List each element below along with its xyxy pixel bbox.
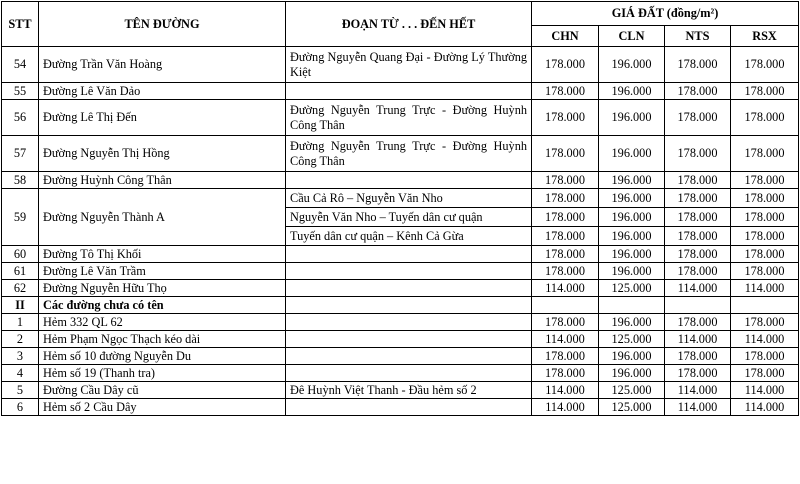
table-row xyxy=(2,348,799,365)
table-row xyxy=(2,314,799,331)
row-segment xyxy=(286,280,532,297)
row-stt: 1 xyxy=(2,314,39,331)
header-nts: NTS xyxy=(665,26,731,47)
row-chn: 114.000 xyxy=(532,382,599,399)
row-nts: 178.000 xyxy=(665,172,731,189)
row-nts: 114.000 xyxy=(665,399,731,416)
row-stt: 61 xyxy=(2,263,39,280)
row-street-name: Hẻm số 2 Cầu Dây xyxy=(39,399,286,416)
row-nts: 178.000 xyxy=(665,47,731,83)
row-segment xyxy=(286,365,532,382)
row-rsx: 178.000 xyxy=(731,83,799,100)
table-header xyxy=(2,2,799,47)
row-cln xyxy=(599,297,665,314)
row-stt: 60 xyxy=(2,246,39,263)
row-stt: 54 xyxy=(2,47,39,83)
row-street-name: Đường Nguyễn Hữu Thọ xyxy=(39,280,286,297)
row-cln: 125.000 xyxy=(599,382,665,399)
table-body xyxy=(2,47,799,416)
table-row xyxy=(2,136,799,172)
row-street-name: Đường Lê Văn Dảo xyxy=(39,83,286,100)
row-chn: 178.000 xyxy=(532,365,599,382)
row-nts: 178.000 xyxy=(665,208,731,227)
row-rsx: 114.000 xyxy=(731,331,799,348)
row-segment: Đường Nguyễn Quang Đại - Đường Lý Thường Kiệt xyxy=(286,47,532,83)
row-rsx: 114.000 xyxy=(731,399,799,416)
row-chn: 114.000 xyxy=(532,331,599,348)
row-cln: 196.000 xyxy=(599,246,665,263)
row-stt: 6 xyxy=(2,399,39,416)
row-cln: 196.000 xyxy=(599,365,665,382)
row-stt: 4 xyxy=(2,365,39,382)
row-rsx: 178.000 xyxy=(731,365,799,382)
row-segment xyxy=(286,348,532,365)
row-cln: 125.000 xyxy=(599,280,665,297)
row-chn: 178.000 xyxy=(532,172,599,189)
table-row xyxy=(2,399,799,416)
row-segment: Đê Huỳnh Việt Thanh - Đầu hẻm số 2 xyxy=(286,382,532,399)
row-cln: 196.000 xyxy=(599,136,665,172)
row-rsx: 114.000 xyxy=(731,280,799,297)
table-row xyxy=(2,47,799,83)
row-chn: 178.000 xyxy=(532,314,599,331)
row-street-name: Đường Nguyễn Thị Hồng xyxy=(39,136,286,172)
row-cln: 196.000 xyxy=(599,263,665,280)
row-cln: 196.000 xyxy=(599,47,665,83)
row-segment: Đường Nguyễn Trung Trực - Đường Huỳnh Công Thân xyxy=(286,136,532,172)
row-segment xyxy=(286,83,532,100)
row-street-name: Hẻm 332 QL 62 xyxy=(39,314,286,331)
row-stt: 58 xyxy=(2,172,39,189)
row-nts: 178.000 xyxy=(665,83,731,100)
row-segment xyxy=(286,297,532,314)
row-street-name: Hẻm Phạm Ngọc Thạch kéo dài xyxy=(39,331,286,348)
row-rsx: 178.000 xyxy=(731,246,799,263)
table-row xyxy=(2,331,799,348)
row-stt: 59 xyxy=(2,189,39,246)
row-stt: 56 xyxy=(2,100,39,136)
row-nts: 178.000 xyxy=(665,189,731,208)
row-rsx: 178.000 xyxy=(731,47,799,83)
row-segment: Đường Nguyễn Trung Trực - Đường Huỳnh Công Thân xyxy=(286,100,532,136)
header-rsx: RSX xyxy=(731,26,799,47)
row-stt: 57 xyxy=(2,136,39,172)
row-nts: 114.000 xyxy=(665,382,731,399)
row-nts: 178.000 xyxy=(665,227,731,246)
row-street-name: Đường Nguyễn Thành A xyxy=(39,189,286,246)
section-row xyxy=(2,297,799,314)
row-nts: 114.000 xyxy=(665,280,731,297)
row-street-name: Đường Trần Văn Hoàng xyxy=(39,47,286,83)
row-cln: 196.000 xyxy=(599,348,665,365)
row-cln: 196.000 xyxy=(599,208,665,227)
row-chn: 178.000 xyxy=(532,100,599,136)
table-row xyxy=(2,280,799,297)
row-segment: Nguyễn Văn Nho – Tuyến dân cư quận xyxy=(286,208,532,227)
row-nts: 178.000 xyxy=(665,246,731,263)
row-cln: 196.000 xyxy=(599,83,665,100)
row-segment xyxy=(286,331,532,348)
table-row xyxy=(2,246,799,263)
section-stt: II xyxy=(2,297,39,314)
row-street-name: Đường Lê Văn Trầm xyxy=(39,263,286,280)
header-stt: STT xyxy=(2,2,39,47)
row-segment: Tuyến dân cư quận – Kênh Cả Gừa xyxy=(286,227,532,246)
row-street-name: Hẻm số 10 đường Nguyễn Du xyxy=(39,348,286,365)
row-cln: 196.000 xyxy=(599,314,665,331)
row-segment xyxy=(286,314,532,331)
row-street-name: Đường Cầu Dây cũ xyxy=(39,382,286,399)
row-rsx: 178.000 xyxy=(731,189,799,208)
row-chn: 178.000 xyxy=(532,246,599,263)
row-street-name: Đường Tô Thị Khối xyxy=(39,246,286,263)
row-cln: 125.000 xyxy=(599,331,665,348)
row-stt: 2 xyxy=(2,331,39,348)
row-chn: 178.000 xyxy=(532,263,599,280)
row-rsx: 114.000 xyxy=(731,382,799,399)
row-chn: 178.000 xyxy=(532,189,599,208)
row-street-name: Đường Lê Thị Đến xyxy=(39,100,286,136)
row-nts: 178.000 xyxy=(665,263,731,280)
row-cln: 196.000 xyxy=(599,172,665,189)
row-cln: 196.000 xyxy=(599,100,665,136)
table-row xyxy=(2,83,799,100)
header-street-name: TÊN ĐƯỜNG xyxy=(39,2,286,47)
row-nts: 178.000 xyxy=(665,100,731,136)
row-chn: 178.000 xyxy=(532,227,599,246)
row-chn: 178.000 xyxy=(532,136,599,172)
row-street-name: Hẻm số 19 (Thanh tra) xyxy=(39,365,286,382)
row-chn: 114.000 xyxy=(532,399,599,416)
table-row xyxy=(2,365,799,382)
row-cln: 196.000 xyxy=(599,189,665,208)
row-street-name: Đường Huỳnh Công Thân xyxy=(39,172,286,189)
row-chn: 178.000 xyxy=(532,348,599,365)
row-rsx: 178.000 xyxy=(731,136,799,172)
row-segment xyxy=(286,246,532,263)
row-nts: 178.000 xyxy=(665,365,731,382)
row-nts: 178.000 xyxy=(665,314,731,331)
row-chn: 178.000 xyxy=(532,83,599,100)
row-segment xyxy=(286,399,532,416)
row-rsx: 178.000 xyxy=(731,314,799,331)
row-segment xyxy=(286,172,532,189)
header-cln: CLN xyxy=(599,26,665,47)
row-segment xyxy=(286,263,532,280)
row-rsx: 178.000 xyxy=(731,348,799,365)
row-chn: 114.000 xyxy=(532,280,599,297)
row-stt: 5 xyxy=(2,382,39,399)
row-nts: 114.000 xyxy=(665,331,731,348)
row-segment: Cầu Cả Rô – Nguyễn Văn Nho xyxy=(286,189,532,208)
row-stt: 62 xyxy=(2,280,39,297)
land-price-table xyxy=(1,1,799,416)
header-land-price: GIÁ ĐẤT (đồng/m²) xyxy=(532,2,799,26)
row-rsx: 178.000 xyxy=(731,208,799,227)
table-row xyxy=(2,263,799,280)
row-stt: 3 xyxy=(2,348,39,365)
row-rsx: 178.000 xyxy=(731,263,799,280)
table-row xyxy=(2,172,799,189)
section-title: Các đường chưa có tên xyxy=(39,297,286,314)
table-row xyxy=(2,189,799,208)
row-cln: 125.000 xyxy=(599,399,665,416)
row-cln: 196.000 xyxy=(599,227,665,246)
row-rsx: 178.000 xyxy=(731,227,799,246)
row-nts xyxy=(665,297,731,314)
row-rsx: 178.000 xyxy=(731,172,799,189)
row-chn: 178.000 xyxy=(532,47,599,83)
table-row xyxy=(2,100,799,136)
row-rsx xyxy=(731,297,799,314)
row-stt: 55 xyxy=(2,83,39,100)
row-chn xyxy=(532,297,599,314)
row-chn: 178.000 xyxy=(532,208,599,227)
table-row xyxy=(2,382,799,399)
row-rsx: 178.000 xyxy=(731,100,799,136)
header-chn: CHN xyxy=(532,26,599,47)
row-nts: 178.000 xyxy=(665,348,731,365)
row-nts: 178.000 xyxy=(665,136,731,172)
header-segment: ĐOẠN TỪ . . . ĐẾN HẾT xyxy=(286,2,532,47)
